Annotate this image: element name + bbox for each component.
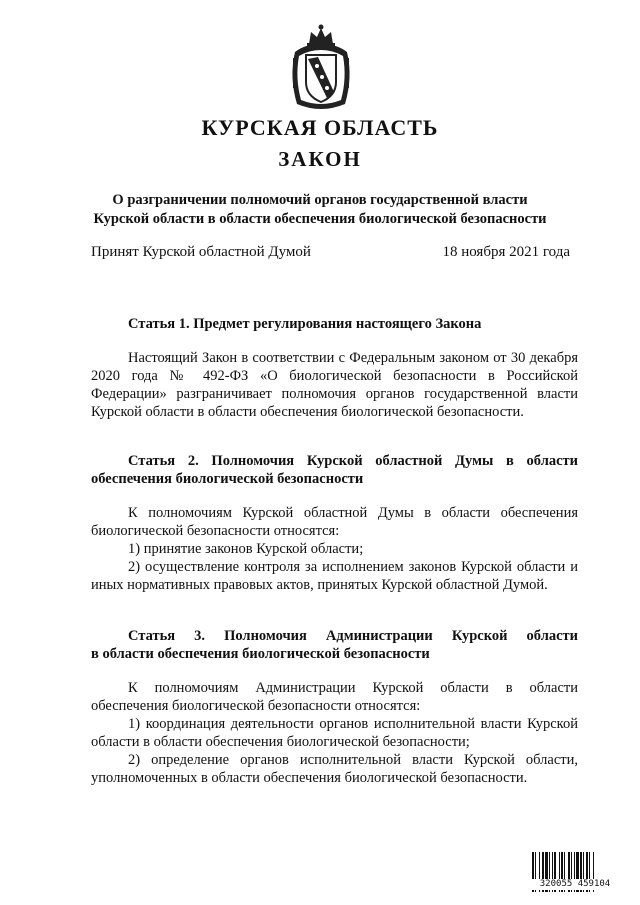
law-title-line-2: Курской области в области обеспечения биологической безопасности (93, 211, 547, 227)
article-3-paragraph-intro: К полномочиям Администрации Курской области в области обеспечения биологической безопасности относятся: (91, 680, 578, 714)
article-3-heading: Статья 3. Полномочия Администрации Курской области (128, 628, 578, 644)
article-2-item-2: 2) осуществление контроля за исполнением законов Курской области и иных нормативных правовых актов, принятых Курской областной Думой. (91, 559, 578, 593)
article-3-heading-line-2: в области обеспечения биологической безопасности (91, 646, 430, 662)
region-name: КУРСКАЯ ОБЛАСТЬ (201, 115, 439, 140)
barcode-digits: 320055 459104 (531, 879, 619, 890)
article-3-item-2: 2) определение органов исполнительной власти Курской области, уполномоченных в области обеспечения биологической безопасности. (91, 752, 578, 786)
kursk-coat-of-arms-icon (287, 22, 355, 114)
article-1-heading: Статья 1. Предмет регулирования настоящего Закона (128, 316, 482, 332)
article-1-paragraph: Настоящий Закон в соответствии с Федеральным законом от 30 декабря 2020 года № 492-ФЗ «О биологической безопасности в Российской Федерации» разграничивает полномочия органов государственной власти Курской области в области обеспечения биологической безопасности. (91, 350, 578, 420)
article-3-body (91, 679, 578, 787)
article-3-item-1: 1) координация деятельности органов исполнительной власти Курской области в области обеспечения биологической безопасности; (91, 716, 578, 750)
article-2-heading: Статья 2. Полномочия Курской областной Думы в области обеспечения биологической безопасности (91, 453, 578, 487)
document-type: ЗАКОН (278, 147, 362, 171)
article-2-paragraph-intro: К полномочиям Курской областной Думы в области обеспечения биологической безопасности относятся: (91, 505, 578, 539)
law-title-line-1: О разграничении полномочий органов государственной власти (112, 192, 528, 208)
adoption-date: 18 ноября 2021 года (442, 244, 570, 260)
adopted-by: Принят Курской областной Думой (91, 244, 311, 260)
article-2 (91, 452, 578, 488)
article-3 (91, 627, 578, 663)
law-title (70, 191, 570, 229)
article-1 (91, 315, 578, 333)
article-1-body (91, 349, 578, 421)
article-2-item-1: 1) принятие законов Курской области; (128, 541, 364, 557)
article-2-body (91, 504, 578, 594)
